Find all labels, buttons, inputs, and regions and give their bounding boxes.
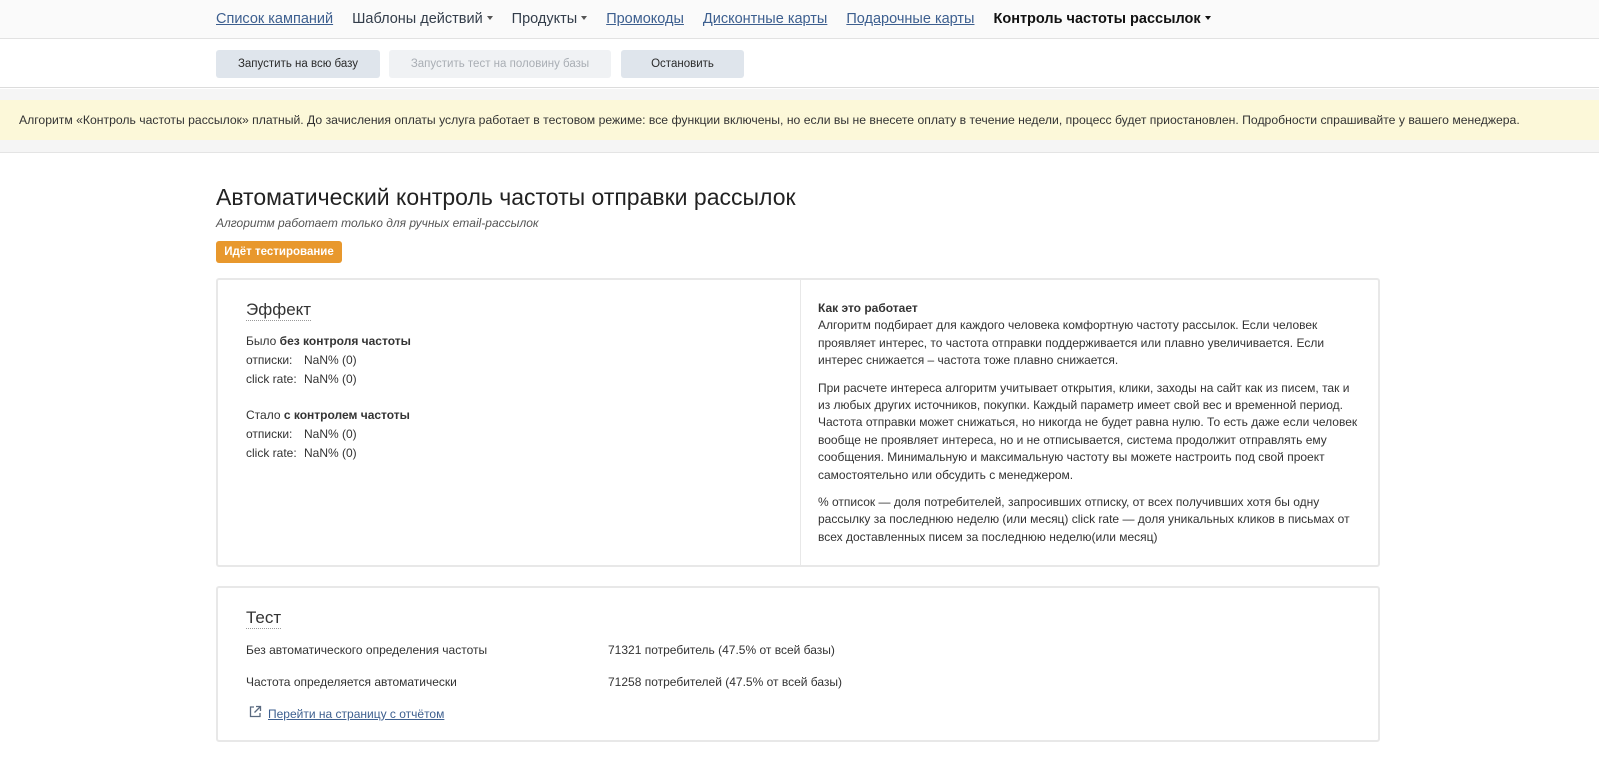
page-title: Автоматический контроль частоты отправки рассылок <box>216 184 796 210</box>
nav-items <box>216 11 1230 27</box>
how-it-works-paragraph: % отписок — доля потребителей, запросивших отписку, от всех получивших хотя бы одну рассылку за последнюю неделю (или месяц) click rate — доля уникальных кликов в письмах от всех доставленных писем за последнюю неделю(или месяц) <box>818 495 1350 544</box>
nav-frequency-control-label: Контроль частоты рассылок <box>993 11 1201 27</box>
effect-after-ctr <box>246 444 410 463</box>
chevron-down-icon <box>581 16 587 20</box>
effect-after-block <box>246 406 410 463</box>
spacer <box>0 140 1599 153</box>
nav-products[interactable] <box>512 11 588 27</box>
ctr-value: NaN% (0) <box>304 446 357 460</box>
run-half-test-button[interactable]: Запустить тест на половину базы <box>389 50 611 78</box>
unsub-label: отписки: <box>246 353 293 367</box>
nav-action-templates-label: Шаблоны действий <box>352 11 483 27</box>
nav-gift-cards[interactable]: Подарочные карты <box>846 11 975 27</box>
effect-before-prefix: Было <box>246 334 277 348</box>
test-row-label: Без автоматического определения частоты <box>246 643 488 657</box>
how-it-works-section <box>818 300 1358 556</box>
test-row-auto <box>246 675 842 689</box>
test-row-label: Частота определяется автоматически <box>246 675 457 689</box>
stop-button[interactable]: Остановить <box>621 50 744 78</box>
unsub-label: отписки: <box>246 427 293 441</box>
effect-title[interactable]: Эффект <box>246 300 312 319</box>
spacer <box>0 89 1599 100</box>
effect-after-label: с контролем частоты <box>283 408 410 422</box>
nav-action-templates[interactable] <box>352 11 493 27</box>
effect-before-label: без контроля частоты <box>279 334 411 348</box>
effect-before-unsub <box>246 351 411 370</box>
nav-products-label: Продукты <box>511 11 578 27</box>
external-link-icon <box>248 705 262 722</box>
card-divider <box>800 280 801 565</box>
ctr-label: click rate: <box>246 446 297 460</box>
status-badge: Идёт тестирование <box>216 241 342 263</box>
test-card <box>216 586 1380 742</box>
report-link-label: Перейти на страницу с отчётом <box>268 706 445 721</box>
how-it-works-paragraph: Алгоритм подбирает для каждого человека комфортную частоту рассылок. Если человек проявляет интерес, то частота отправки поддерживается или плавно увеличивается. Если интерес снижается – частота тоже плавно снижается. <box>818 318 1325 368</box>
test-row-value: 71321 потребитель (47.5% от всей базы) <box>608 643 835 657</box>
nav-discount-cards[interactable]: Дисконтные карты <box>702 11 828 27</box>
nav-campaign-list[interactable]: Список кампаний <box>216 11 334 27</box>
action-toolbar <box>0 40 1599 88</box>
ctr-label: click rate: <box>246 372 297 386</box>
effect-card <box>216 278 1380 567</box>
test-title[interactable]: Тест <box>246 608 282 627</box>
effect-before-block <box>246 332 411 389</box>
chevron-down-icon <box>487 16 493 20</box>
how-it-works-title: Как это работает <box>818 301 918 315</box>
unsub-value: NaN% (0) <box>304 353 357 367</box>
test-row-value: 71258 потребителей (47.5% от всей базы) <box>608 675 843 689</box>
top-navigation <box>0 0 1599 39</box>
effect-after-heading <box>246 406 410 425</box>
chevron-down-icon <box>1205 16 1211 20</box>
payment-warning-banner: Алгоритм «Контроль частоты рассылок» платный. До зачисления оплаты услуга работает в тестовом режиме: все функции включены, но если вы не внесете оплату в течение недели, процесс будет приостановлен. Подробности спрашивайте у вашего менеджера. <box>0 100 1599 140</box>
effect-after-unsub <box>246 425 410 444</box>
nav-frequency-control[interactable] <box>993 11 1210 27</box>
nav-promocodes[interactable]: Промокоды <box>606 11 684 27</box>
how-it-works-paragraph: При расчете интереса алгоритм учитывает открытия, клики, заходы на сайт как из писем, так и из любых других источников, покупки. Каждый параметр имеет свой вес и временной период. Частота отправки может снижаться, но никогда не будет равна нулю. То есть даже если человек вообще не проявляет интереса, но и не отписывается, система продолжит отправлять ему сообщения. Минимальную и максимальную частоту вы можете настроить под свой проект самостоятельно или обсудить с менеджером. <box>818 380 1358 482</box>
unsub-value: NaN% (0) <box>304 427 357 441</box>
effect-before-heading <box>246 332 411 351</box>
page-subtitle: Алгоритм работает только для ручных email-рассылок <box>216 216 539 230</box>
test-row-manual <box>246 643 835 657</box>
ctr-value: NaN% (0) <box>304 372 357 386</box>
effect-after-prefix: Стало <box>246 408 281 422</box>
effect-before-ctr <box>246 370 411 389</box>
report-page-link[interactable] <box>248 705 444 722</box>
run-all-button[interactable]: Запустить на всю базу <box>216 50 380 78</box>
